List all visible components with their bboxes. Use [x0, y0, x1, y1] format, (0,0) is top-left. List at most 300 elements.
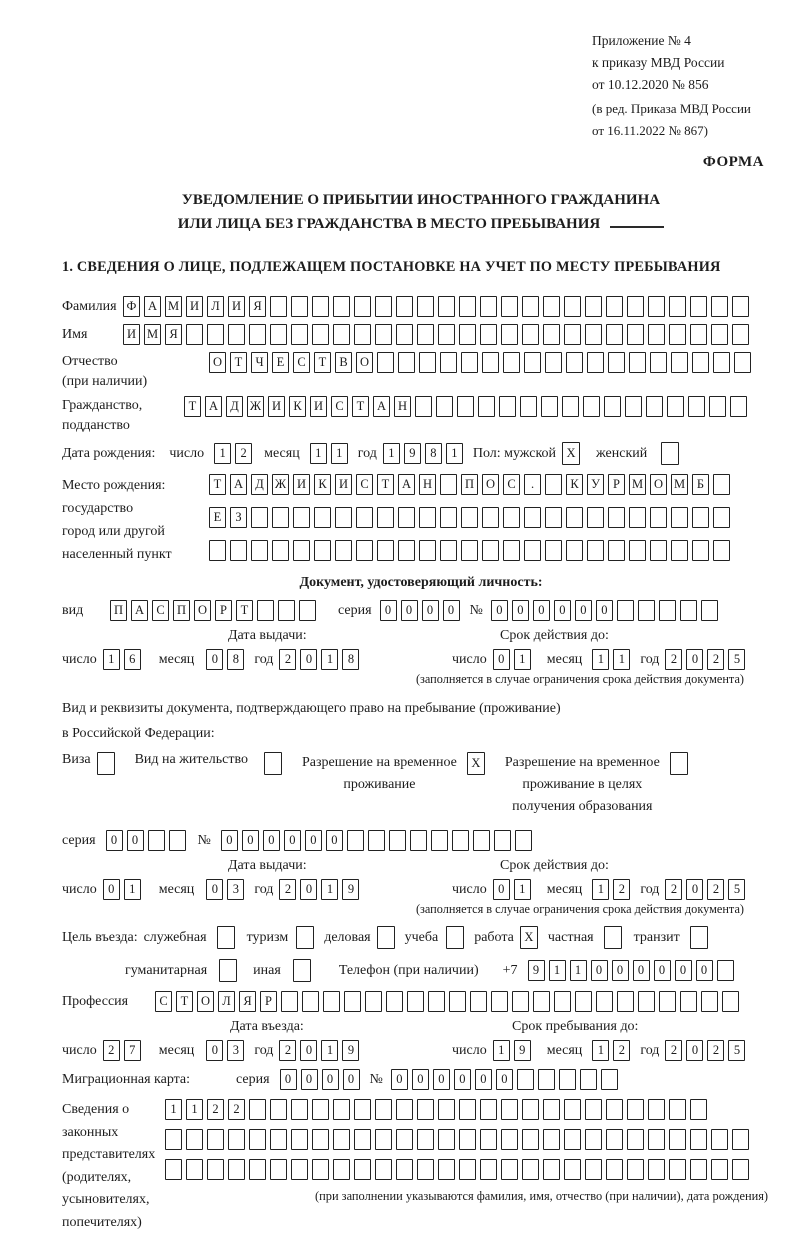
citizenship-boxes-cell[interactable]: Д — [226, 396, 243, 417]
representatives-row1-cell[interactable] — [333, 1099, 350, 1120]
birth-place-row1-cell[interactable]: М — [671, 474, 688, 495]
residence-number-boxes-cell[interactable]: 0 — [305, 830, 322, 851]
representatives-row3-cell[interactable] — [186, 1159, 203, 1180]
surname-boxes-cell[interactable]: М — [165, 296, 182, 317]
citizenship-boxes-cell[interactable]: И — [268, 396, 285, 417]
surname-boxes-cell[interactable] — [354, 296, 371, 317]
doc-series-boxes-cell[interactable]: 0 — [380, 600, 397, 621]
birth-place-row3-cell[interactable] — [566, 540, 583, 561]
valid-month-boxes-cell[interactable]: 1 — [613, 649, 630, 670]
issue-day-boxes-cell[interactable]: 1 — [124, 879, 141, 900]
doc-number-boxes-cell[interactable]: 0 — [554, 600, 571, 621]
representatives-row1-cell[interactable] — [459, 1099, 476, 1120]
issue-year-boxes-cell[interactable]: 2 — [279, 879, 296, 900]
migration-number-boxes-cell[interactable]: 0 — [391, 1069, 408, 1090]
surname-boxes-cell[interactable] — [501, 296, 518, 317]
representatives-row1-cell[interactable] — [501, 1099, 518, 1120]
birth-place-row1-cell[interactable]: Ж — [272, 474, 289, 495]
representatives-row1-cell[interactable]: 1 — [165, 1099, 182, 1120]
residence-number-boxes-cell[interactable]: 0 — [221, 830, 238, 851]
representatives-row3-cell[interactable] — [312, 1159, 329, 1180]
birth-place-row2-cell[interactable] — [713, 507, 730, 528]
issue-year-boxes-cell[interactable]: 0 — [300, 649, 317, 670]
representatives-row1-cell[interactable] — [375, 1099, 392, 1120]
migration-number-boxes-cell[interactable] — [559, 1069, 576, 1090]
birth-day-boxes-cell[interactable]: 1 — [214, 443, 231, 464]
surname-boxes-cell[interactable]: А — [144, 296, 161, 317]
stay-day-boxes-cell[interactable]: 9 — [514, 1040, 531, 1061]
representatives-row1-cell[interactable] — [270, 1099, 287, 1120]
birth-place-row2-cell[interactable] — [398, 507, 415, 528]
representatives-row2-cell[interactable] — [606, 1129, 623, 1150]
birth-place-row3-cell[interactable] — [461, 540, 478, 561]
surname-boxes-cell[interactable] — [417, 296, 434, 317]
representatives-row3-cell[interactable] — [165, 1159, 182, 1180]
surname-boxes-cell[interactable] — [606, 296, 623, 317]
representatives-row3-cell[interactable] — [438, 1159, 455, 1180]
citizenship-boxes-cell[interactable]: Н — [394, 396, 411, 417]
patronymic-boxes-cell[interactable] — [545, 352, 562, 373]
given-name-boxes-cell[interactable] — [522, 324, 539, 345]
valid-year-boxes-cell[interactable]: 2 — [665, 879, 682, 900]
representatives-row3-cell[interactable] — [417, 1159, 434, 1180]
representatives-row1-cell[interactable] — [438, 1099, 455, 1120]
representatives-row1-cell[interactable] — [396, 1099, 413, 1120]
representatives-row2-cell[interactable] — [522, 1129, 539, 1150]
birth-place-row2-cell[interactable] — [650, 507, 667, 528]
citizenship-boxes-cell[interactable]: А — [373, 396, 390, 417]
representatives-row2-cell[interactable] — [585, 1129, 602, 1150]
valid-year-boxes-cell[interactable]: 2 — [665, 649, 682, 670]
doc-kind-boxes-cell[interactable]: Т — [236, 600, 253, 621]
given-name-boxes-cell[interactable] — [438, 324, 455, 345]
issue-day-boxes-cell[interactable]: 1 — [103, 649, 120, 670]
surname-boxes-cell[interactable] — [438, 296, 455, 317]
stay-day-boxes-cell[interactable]: 1 — [493, 1040, 510, 1061]
representatives-row3-cell[interactable] — [585, 1159, 602, 1180]
patronymic-boxes-cell[interactable] — [650, 352, 667, 373]
representatives-row1-cell[interactable] — [354, 1099, 371, 1120]
residence-number-boxes-cell[interactable]: 0 — [326, 830, 343, 851]
residence-number-boxes-cell[interactable] — [347, 830, 364, 851]
residence-permit-checkbox-cell[interactable] — [264, 752, 282, 775]
doc-kind-boxes-cell[interactable]: П — [173, 600, 190, 621]
birth-place-row1-cell[interactable]: Н — [419, 474, 436, 495]
valid-month-boxes-cell[interactable]: 2 — [613, 879, 630, 900]
patronymic-boxes-cell[interactable] — [566, 352, 583, 373]
patronymic-boxes-cell[interactable]: Т — [314, 352, 331, 373]
representatives-row1-cell[interactable] — [627, 1099, 644, 1120]
patronymic-boxes-cell[interactable] — [608, 352, 625, 373]
representatives-row3-cell[interactable] — [249, 1159, 266, 1180]
representatives-row1-cell[interactable] — [249, 1099, 266, 1120]
migration-number-boxes-cell[interactable] — [517, 1069, 534, 1090]
profession-boxes-cell[interactable] — [722, 991, 739, 1012]
birth-month-boxes-cell[interactable]: 1 — [310, 443, 327, 464]
citizenship-boxes-cell[interactable]: Т — [184, 396, 201, 417]
representatives-row1-cell[interactable]: 2 — [228, 1099, 245, 1120]
representatives-row2-cell[interactable] — [627, 1129, 644, 1150]
given-name-boxes-cell[interactable] — [270, 324, 287, 345]
representatives-row1-cell[interactable] — [291, 1099, 308, 1120]
residence-number-boxes-cell[interactable] — [473, 830, 490, 851]
representatives-row1-cell[interactable] — [480, 1099, 497, 1120]
given-name-boxes-cell[interactable] — [312, 324, 329, 345]
doc-number-boxes-cell[interactable] — [617, 600, 634, 621]
purpose-humanitarian-checkbox-cell[interactable] — [219, 959, 237, 982]
representatives-row3-cell[interactable] — [669, 1159, 686, 1180]
given-name-boxes-cell[interactable] — [627, 324, 644, 345]
valid-month-boxes-cell[interactable]: 1 — [592, 879, 609, 900]
surname-boxes-cell[interactable]: Я — [249, 296, 266, 317]
profession-boxes-cell[interactable] — [281, 991, 298, 1012]
birth-place-row1-cell[interactable]: О — [482, 474, 499, 495]
patronymic-boxes-cell[interactable]: О — [356, 352, 373, 373]
migration-number-boxes-cell[interactable] — [538, 1069, 555, 1090]
representatives-row3-cell[interactable] — [480, 1159, 497, 1180]
residence-number-boxes-cell[interactable]: 0 — [284, 830, 301, 851]
patronymic-boxes-cell[interactable] — [440, 352, 457, 373]
valid-year-boxes-cell[interactable]: 2 — [707, 879, 724, 900]
profession-boxes-cell[interactable] — [617, 991, 634, 1012]
valid-day-boxes-cell[interactable]: 0 — [493, 879, 510, 900]
representatives-row1-cell[interactable] — [417, 1099, 434, 1120]
birth-place-row1-cell[interactable] — [440, 474, 457, 495]
residence-number-boxes-cell[interactable] — [515, 830, 532, 851]
representatives-row2-cell[interactable] — [480, 1129, 497, 1150]
doc-kind-boxes-cell[interactable] — [278, 600, 295, 621]
birth-year-boxes-cell[interactable]: 1 — [446, 443, 463, 464]
issue-year-boxes-cell[interactable]: 8 — [342, 649, 359, 670]
profession-boxes-cell[interactable]: С — [155, 991, 172, 1012]
issue-day-boxes-cell[interactable]: 0 — [103, 879, 120, 900]
valid-year-boxes-cell[interactable]: 0 — [686, 649, 703, 670]
residence-number-boxes-cell[interactable] — [494, 830, 511, 851]
representatives-row3-cell[interactable] — [396, 1159, 413, 1180]
patronymic-boxes-cell[interactable] — [503, 352, 520, 373]
birth-place-row2-cell[interactable] — [293, 507, 310, 528]
representatives-row2-cell[interactable] — [270, 1129, 287, 1150]
birth-place-row2-cell[interactable] — [692, 507, 709, 528]
birth-place-row2-cell[interactable] — [251, 507, 268, 528]
birth-place-row3-cell[interactable] — [503, 540, 520, 561]
citizenship-boxes-cell[interactable]: Т — [352, 396, 369, 417]
birth-place-row3-cell[interactable] — [230, 540, 247, 561]
representatives-row3-cell[interactable] — [207, 1159, 224, 1180]
patronymic-boxes-cell[interactable] — [629, 352, 646, 373]
profession-boxes-cell[interactable] — [575, 991, 592, 1012]
birth-place-row1-cell[interactable]: Т — [377, 474, 394, 495]
patronymic-boxes-cell[interactable] — [671, 352, 688, 373]
citizenship-boxes-cell[interactable]: Ж — [247, 396, 264, 417]
given-name-boxes-cell[interactable] — [354, 324, 371, 345]
representatives-row3-cell[interactable] — [522, 1159, 539, 1180]
migration-series-boxes-cell[interactable]: 0 — [343, 1069, 360, 1090]
temp-residence-checkbox-cell[interactable]: X — [467, 752, 485, 775]
issue-month-boxes-cell[interactable]: 3 — [227, 879, 244, 900]
issue-year-boxes-cell[interactable]: 0 — [300, 879, 317, 900]
birth-place-row1-cell[interactable]: Д — [251, 474, 268, 495]
representatives-row2-cell[interactable] — [564, 1129, 581, 1150]
representatives-row1-cell[interactable] — [585, 1099, 602, 1120]
residence-number-boxes-cell[interactable] — [389, 830, 406, 851]
citizenship-boxes-cell[interactable]: И — [310, 396, 327, 417]
residence-series-boxes-cell[interactable] — [148, 830, 165, 851]
phone-boxes-cell[interactable]: 0 — [591, 960, 608, 981]
birth-place-row1-cell[interactable]: И — [293, 474, 310, 495]
birth-place-row3-cell[interactable] — [545, 540, 562, 561]
valid-year-boxes-cell[interactable]: 5 — [728, 649, 745, 670]
issue-month-boxes-cell[interactable]: 0 — [206, 879, 223, 900]
migration-series-boxes-cell[interactable]: 0 — [301, 1069, 318, 1090]
representatives-row2-cell[interactable] — [207, 1129, 224, 1150]
birth-place-row2-cell[interactable] — [440, 507, 457, 528]
representatives-row2-cell[interactable] — [375, 1129, 392, 1150]
birth-place-row2-cell[interactable] — [524, 507, 541, 528]
migration-number-boxes-cell[interactable]: 0 — [433, 1069, 450, 1090]
birth-place-row3-cell[interactable] — [440, 540, 457, 561]
birth-year-boxes-cell[interactable]: 1 — [383, 443, 400, 464]
sex-male-checkbox-cell[interactable]: X — [562, 442, 580, 465]
representatives-row2-cell[interactable] — [228, 1129, 245, 1150]
purpose-private-checkbox-cell[interactable] — [604, 926, 622, 949]
given-name-boxes-cell[interactable]: М — [144, 324, 161, 345]
residence-number-boxes-cell[interactable]: 0 — [242, 830, 259, 851]
valid-year-boxes-cell[interactable]: 0 — [686, 879, 703, 900]
representatives-row3-cell[interactable] — [732, 1159, 749, 1180]
surname-boxes-cell[interactable]: Ф — [123, 296, 140, 317]
doc-number-boxes-cell[interactable]: 0 — [512, 600, 529, 621]
citizenship-boxes-cell[interactable] — [415, 396, 432, 417]
birth-place-row2-cell[interactable] — [272, 507, 289, 528]
patronymic-boxes-cell[interactable]: Е — [272, 352, 289, 373]
birth-place-row1-cell[interactable]: Т — [209, 474, 226, 495]
entry-month-boxes-cell[interactable]: 3 — [227, 1040, 244, 1061]
representatives-row2-cell[interactable] — [165, 1129, 182, 1150]
birth-place-row1-cell[interactable]: О — [650, 474, 667, 495]
representatives-row2-cell[interactable] — [333, 1129, 350, 1150]
representatives-row3-cell[interactable] — [459, 1159, 476, 1180]
surname-boxes-cell[interactable] — [543, 296, 560, 317]
profession-boxes-cell[interactable] — [701, 991, 718, 1012]
issue-year-boxes-cell[interactable]: 9 — [342, 879, 359, 900]
birth-place-row3-cell[interactable] — [587, 540, 604, 561]
given-name-boxes-cell[interactable]: И — [123, 324, 140, 345]
doc-kind-boxes-cell[interactable] — [257, 600, 274, 621]
birth-month-boxes-cell[interactable]: 1 — [331, 443, 348, 464]
doc-number-boxes-cell[interactable]: 0 — [533, 600, 550, 621]
surname-boxes-cell[interactable] — [312, 296, 329, 317]
stay-month-boxes-cell[interactable]: 1 — [592, 1040, 609, 1061]
phone-boxes-cell[interactable]: 9 — [528, 960, 545, 981]
citizenship-boxes-cell[interactable] — [709, 396, 726, 417]
representatives-row2-cell[interactable] — [711, 1129, 728, 1150]
doc-number-boxes-cell[interactable] — [701, 600, 718, 621]
given-name-boxes-cell[interactable] — [732, 324, 749, 345]
representatives-row3-cell[interactable] — [543, 1159, 560, 1180]
entry-year-boxes-cell[interactable]: 9 — [342, 1040, 359, 1061]
entry-day-boxes-cell[interactable]: 2 — [103, 1040, 120, 1061]
migration-number-boxes-cell[interactable]: 0 — [496, 1069, 513, 1090]
birth-place-row3-cell[interactable] — [335, 540, 352, 561]
birth-place-row1-cell[interactable]: А — [230, 474, 247, 495]
phone-boxes-cell[interactable]: 0 — [696, 960, 713, 981]
surname-boxes-cell[interactable] — [480, 296, 497, 317]
citizenship-boxes-cell[interactable] — [562, 396, 579, 417]
valid-year-boxes-cell[interactable]: 5 — [728, 879, 745, 900]
surname-boxes-cell[interactable] — [711, 296, 728, 317]
residence-number-boxes-cell[interactable] — [410, 830, 427, 851]
migration-number-boxes-cell[interactable]: 0 — [475, 1069, 492, 1090]
surname-boxes-cell[interactable] — [375, 296, 392, 317]
surname-boxes-cell[interactable] — [564, 296, 581, 317]
issue-year-boxes-cell[interactable]: 1 — [321, 649, 338, 670]
given-name-boxes-cell[interactable] — [711, 324, 728, 345]
representatives-row2-cell[interactable] — [438, 1129, 455, 1150]
phone-boxes-cell[interactable]: 1 — [549, 960, 566, 981]
birth-place-row3-cell[interactable] — [524, 540, 541, 561]
migration-series-boxes-cell[interactable]: 0 — [280, 1069, 297, 1090]
representatives-row1-cell[interactable] — [606, 1099, 623, 1120]
birth-place-row2-cell[interactable] — [608, 507, 625, 528]
representatives-row2-cell[interactable] — [417, 1129, 434, 1150]
birth-place-row3-cell[interactable] — [713, 540, 730, 561]
birth-place-row3-cell[interactable] — [293, 540, 310, 561]
representatives-row2-cell[interactable] — [501, 1129, 518, 1150]
stay-year-boxes-cell[interactable]: 2 — [707, 1040, 724, 1061]
given-name-boxes-cell[interactable] — [291, 324, 308, 345]
surname-boxes-cell[interactable] — [270, 296, 287, 317]
surname-boxes-cell[interactable] — [396, 296, 413, 317]
birth-place-row1-cell[interactable]: А — [398, 474, 415, 495]
profession-boxes-cell[interactable] — [554, 991, 571, 1012]
patronymic-boxes-cell[interactable] — [587, 352, 604, 373]
purpose-transit-checkbox-cell[interactable] — [690, 926, 708, 949]
representatives-row3-cell[interactable] — [354, 1159, 371, 1180]
representatives-row1-cell[interactable] — [669, 1099, 686, 1120]
birth-place-row3-cell[interactable] — [650, 540, 667, 561]
purpose-official-checkbox-cell[interactable] — [217, 926, 235, 949]
given-name-boxes-cell[interactable] — [459, 324, 476, 345]
representatives-row1-cell[interactable] — [522, 1099, 539, 1120]
profession-boxes-cell[interactable] — [365, 991, 382, 1012]
stay-month-boxes-cell[interactable]: 2 — [613, 1040, 630, 1061]
stay-year-boxes-cell[interactable]: 0 — [686, 1040, 703, 1061]
entry-day-boxes-cell[interactable]: 7 — [124, 1040, 141, 1061]
birth-place-row2-cell[interactable] — [671, 507, 688, 528]
profession-boxes-cell[interactable] — [596, 991, 613, 1012]
doc-number-boxes-cell[interactable] — [659, 600, 676, 621]
phone-boxes-cell[interactable] — [717, 960, 734, 981]
birth-place-row1-cell[interactable]: П — [461, 474, 478, 495]
given-name-boxes-cell[interactable] — [375, 324, 392, 345]
given-name-boxes-cell[interactable] — [480, 324, 497, 345]
birth-place-row1-cell[interactable] — [713, 474, 730, 495]
surname-boxes-cell[interactable]: Л — [207, 296, 224, 317]
profession-boxes-cell[interactable] — [659, 991, 676, 1012]
entry-month-boxes-cell[interactable]: 0 — [206, 1040, 223, 1061]
residence-series-boxes-cell[interactable] — [169, 830, 186, 851]
surname-boxes-cell[interactable] — [732, 296, 749, 317]
profession-boxes-cell[interactable]: Т — [176, 991, 193, 1012]
patronymic-boxes-cell[interactable]: О — [209, 352, 226, 373]
profession-boxes-cell[interactable] — [470, 991, 487, 1012]
birth-place-row3-cell[interactable] — [251, 540, 268, 561]
birth-place-row2-cell[interactable] — [587, 507, 604, 528]
representatives-row3-cell[interactable] — [627, 1159, 644, 1180]
patronymic-boxes-cell[interactable] — [398, 352, 415, 373]
surname-boxes-cell[interactable] — [459, 296, 476, 317]
birth-place-row2-cell[interactable] — [629, 507, 646, 528]
birth-place-row3-cell[interactable] — [377, 540, 394, 561]
doc-kind-boxes-cell[interactable] — [299, 600, 316, 621]
patronymic-boxes-cell[interactable] — [524, 352, 541, 373]
migration-series-boxes-cell[interactable]: 0 — [322, 1069, 339, 1090]
surname-boxes-cell[interactable] — [627, 296, 644, 317]
doc-kind-boxes-cell[interactable]: П — [110, 600, 127, 621]
stay-year-boxes-cell[interactable]: 2 — [665, 1040, 682, 1061]
surname-boxes-cell[interactable]: И — [186, 296, 203, 317]
doc-number-boxes-cell[interactable]: 0 — [575, 600, 592, 621]
given-name-boxes-cell[interactable] — [249, 324, 266, 345]
representatives-row3-cell[interactable] — [690, 1159, 707, 1180]
birth-place-row3-cell[interactable] — [671, 540, 688, 561]
doc-number-boxes-cell[interactable] — [638, 600, 655, 621]
purpose-other-checkbox-cell[interactable] — [293, 959, 311, 982]
surname-boxes-cell[interactable] — [648, 296, 665, 317]
representatives-row3-cell[interactable] — [606, 1159, 623, 1180]
given-name-boxes-cell[interactable] — [396, 324, 413, 345]
birth-place-row1-cell[interactable]: С — [503, 474, 520, 495]
residence-number-boxes-cell[interactable]: 0 — [263, 830, 280, 851]
birth-place-row2-cell[interactable] — [503, 507, 520, 528]
patronymic-boxes-cell[interactable] — [419, 352, 436, 373]
surname-boxes-cell[interactable] — [291, 296, 308, 317]
birth-place-row2-cell[interactable] — [314, 507, 331, 528]
surname-boxes-cell[interactable]: И — [228, 296, 245, 317]
citizenship-boxes-cell[interactable]: К — [289, 396, 306, 417]
patronymic-boxes-cell[interactable] — [461, 352, 478, 373]
profession-boxes-cell[interactable] — [533, 991, 550, 1012]
birth-place-row3-cell[interactable] — [419, 540, 436, 561]
phone-boxes-cell[interactable]: 0 — [675, 960, 692, 981]
citizenship-boxes-cell[interactable] — [688, 396, 705, 417]
phone-boxes-cell[interactable]: 0 — [612, 960, 629, 981]
representatives-row3-cell[interactable] — [333, 1159, 350, 1180]
birth-place-row1-cell[interactable]: У — [587, 474, 604, 495]
citizenship-boxes-cell[interactable] — [436, 396, 453, 417]
doc-series-boxes-cell[interactable]: 0 — [401, 600, 418, 621]
representatives-row3-cell[interactable] — [564, 1159, 581, 1180]
issue-year-boxes-cell[interactable]: 2 — [279, 649, 296, 670]
representatives-row1-cell[interactable] — [543, 1099, 560, 1120]
doc-kind-boxes-cell[interactable]: С — [152, 600, 169, 621]
representatives-row1-cell[interactable]: 2 — [207, 1099, 224, 1120]
citizenship-boxes-cell[interactable] — [499, 396, 516, 417]
given-name-boxes-cell[interactable] — [669, 324, 686, 345]
representatives-row2-cell[interactable] — [291, 1129, 308, 1150]
profession-boxes-cell[interactable] — [680, 991, 697, 1012]
doc-series-boxes-cell[interactable]: 0 — [422, 600, 439, 621]
citizenship-boxes-cell[interactable] — [646, 396, 663, 417]
patronymic-boxes-cell[interactable] — [713, 352, 730, 373]
patronymic-boxes-cell[interactable]: В — [335, 352, 352, 373]
birth-place-row3-cell[interactable] — [314, 540, 331, 561]
surname-boxes-cell[interactable] — [522, 296, 539, 317]
issue-year-boxes-cell[interactable]: 1 — [321, 879, 338, 900]
doc-series-boxes-cell[interactable]: 0 — [443, 600, 460, 621]
migration-number-boxes-cell[interactable]: 0 — [412, 1069, 429, 1090]
